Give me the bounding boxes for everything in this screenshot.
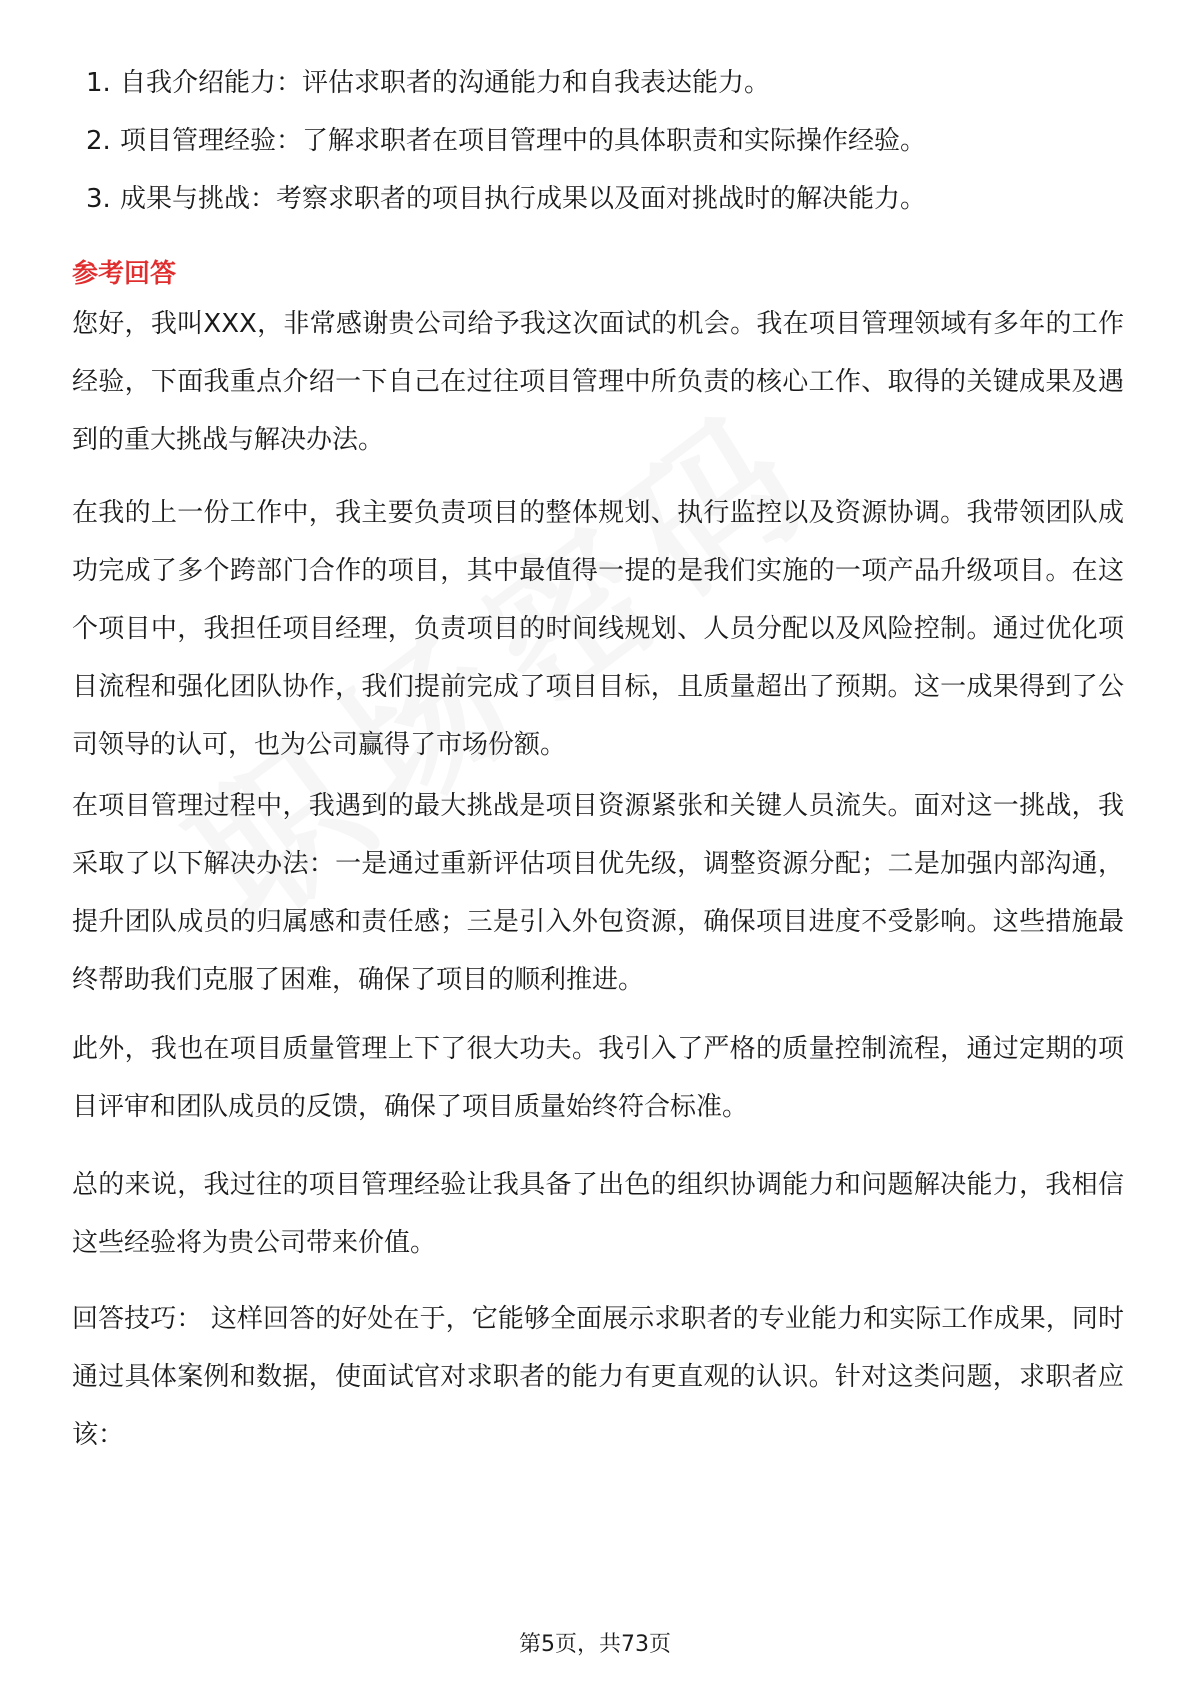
paragraph-quality: 此外，我也在项目质量管理上下了很大功夫。我引入了严格的质量控制流程，通过定期的项目评审和团队成员的反馈，确保了项目质量始终符合标准。 [72, 1034, 1124, 1122]
section-heading: 参考回答 [72, 259, 177, 289]
list-text: 成果与挑战：考察求职者的项目执行成果以及面对挑战时的解决能力。 [120, 184, 927, 214]
list-number: 1. [86, 68, 111, 98]
page-footer: 第5页，共73页 [519, 1632, 671, 1657]
list-item [72, 62, 926, 120]
list-item [72, 120, 926, 178]
paragraph-previous-job: 在我的上一份工作中，我主要负责项目的整体规划、执行监控以及资源协调。我带领团队成功完成了多个跨部门合作的项目，其中最值得一提的是我们实施的一项产品升级项目。在这个项目中，我担任项目经理，负责项目的时间线规划、人员分配以及风险控制。通过优化项目流程和强化团队协作，我们提前完成了项目目标，且质量超出了预期。这一成果得到了公司领导的认可，也为公司赢得了市场份额。 [72, 498, 1124, 760]
criteria-list [72, 62, 926, 236]
paragraph-intro: 您好，我叫XXX，非常感谢贵公司给予我这次面试的机会。我在项目管理领域有多年的工作经验，下面我重点介绍一下自己在过往项目管理中所负责的核心工作、取得的关键成果及遇到的重大挑战与解决办法。 [72, 309, 1124, 455]
paragraph-challenges: 在项目管理过程中，我遇到的最大挑战是项目资源紧张和关键人员流失。面对这一挑战，我采取了以下解决办法：一是通过重新评估项目优先级，调整资源分配；二是加强内部沟通，提升团队成员的归属感和责任感；三是引入外包资源，确保项目进度不受影响。这些措施最终帮助我们克服了困难，确保了项目的顺利推进。 [72, 791, 1124, 995]
list-item [72, 178, 926, 236]
paragraph-summary: 总的来说，我过往的项目管理经验让我具备了出色的组织协调能力和问题解决能力，我相信这些经验将为贵公司带来价值。 [72, 1170, 1124, 1258]
paragraph-tips: 回答技巧： 这样回答的好处在于，它能够全面展示求职者的专业能力和实际工作成果，同时通过具体案例和数据，使面试官对求职者的能力有更直观的认识。针对这类问题，求职者应该： [72, 1304, 1124, 1450]
list-text: 项目管理经验：了解求职者在项目管理中的具体职责和实际操作经验。 [120, 126, 927, 156]
list-text: 自我介绍能力：评估求职者的沟通能力和自我表达能力。 [120, 68, 771, 98]
list-number: 2. [86, 126, 111, 156]
list-number: 3. [86, 184, 111, 214]
